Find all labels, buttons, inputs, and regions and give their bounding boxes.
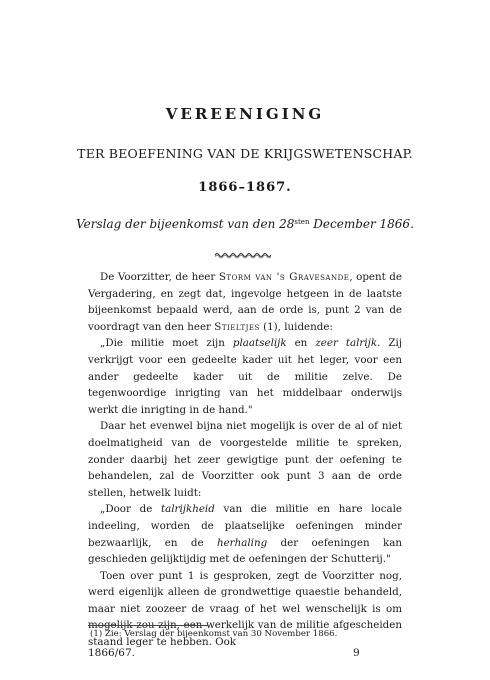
meeting-month-year: December 1866. [309,217,414,231]
speaker-name: Stieltjes [214,320,260,333]
years-heading: 1866–1867. [198,180,292,195]
wavy-ornament-divider [214,251,274,259]
paragraph-3: Daar het evenwel bijna niet mogelijk is over de al of niet doelmatigheid van de voorgestelde militie te spreken, zonder daarbij het zeer gewigtige punt der oefening te behandelen, zal de Voorzitter ook punt 3 aan de orde stellen, hetwelk luidt: [88,420,402,499]
chairman-name: Storm van 's Gravesande [218,271,350,283]
signature-mark: 1866/67. [88,647,135,659]
footnote: (1) Zie: Verslag der bijeenkomst van 30 November 1866. [90,629,338,639]
page-subtitle: TER BEOEFENING VAN DE KRIJGSWETENSCHAP. [77,146,413,161]
paragraph-1 [88,269,402,335]
meeting-heading [0,217,490,231]
emphasis: zeer talrijk [315,337,378,350]
text-run: „Die militie moet zijn [100,337,233,350]
paragraph-2-quote [88,335,402,418]
text-run: „Door de [100,503,161,516]
page-title: VEREENIGING [165,105,325,123]
emphasis: herhaling [216,536,268,549]
page-number: 9 [353,647,360,659]
text-run: (1), luidende: [259,320,333,333]
emphasis: talrijkheid [160,503,215,516]
text-run: der oefeningen kan geschieden gelijktijdig met de oefeningen der Schutterij." [88,536,402,566]
text-run: , opent de Vergadering, en zegt dat, ingevolge hetgeen in de laatste bijeenkomst bepaald werd, aan de orde is, punt 2 van de voordragt van den heer [88,271,402,333]
footnote-rule [88,625,208,626]
paragraph-4-quote [88,501,402,567]
body-text [88,269,402,651]
text-run: van die militie en hare locale indeeling, worden de plaatselijke oefeningen minder bezwaarlijk, en de [88,503,402,549]
paragraph-5: Toen over punt 1 is gesproken, zegt de Voorzitter nog, werd eigenlijk alleen de grondwettige quaestie behandeld, maar niet zoozeer de vraag of het wel wenschelijk is om mogelijk zou zijn, een werkelijk van de militie afgescheiden staand leger te hebben. Ook [88,569,402,649]
text-run: en [286,337,316,350]
meeting-day-suffix: sten [294,218,310,226]
meeting-text: Verslag der bijeenkomst van den 28 [76,217,295,231]
emphasis: plaatselijk [232,337,287,350]
text-run: . Zij verkrijgt voor een gedeelte kader uit het leger, voor een ander gedeelte kader uit de militie zelve. De tegenwoordige inrigting van het middelbaar onderwijs werkt die inrigting in de hand." [88,337,403,416]
text-run: De Voorzitter, de heer [100,271,219,283]
